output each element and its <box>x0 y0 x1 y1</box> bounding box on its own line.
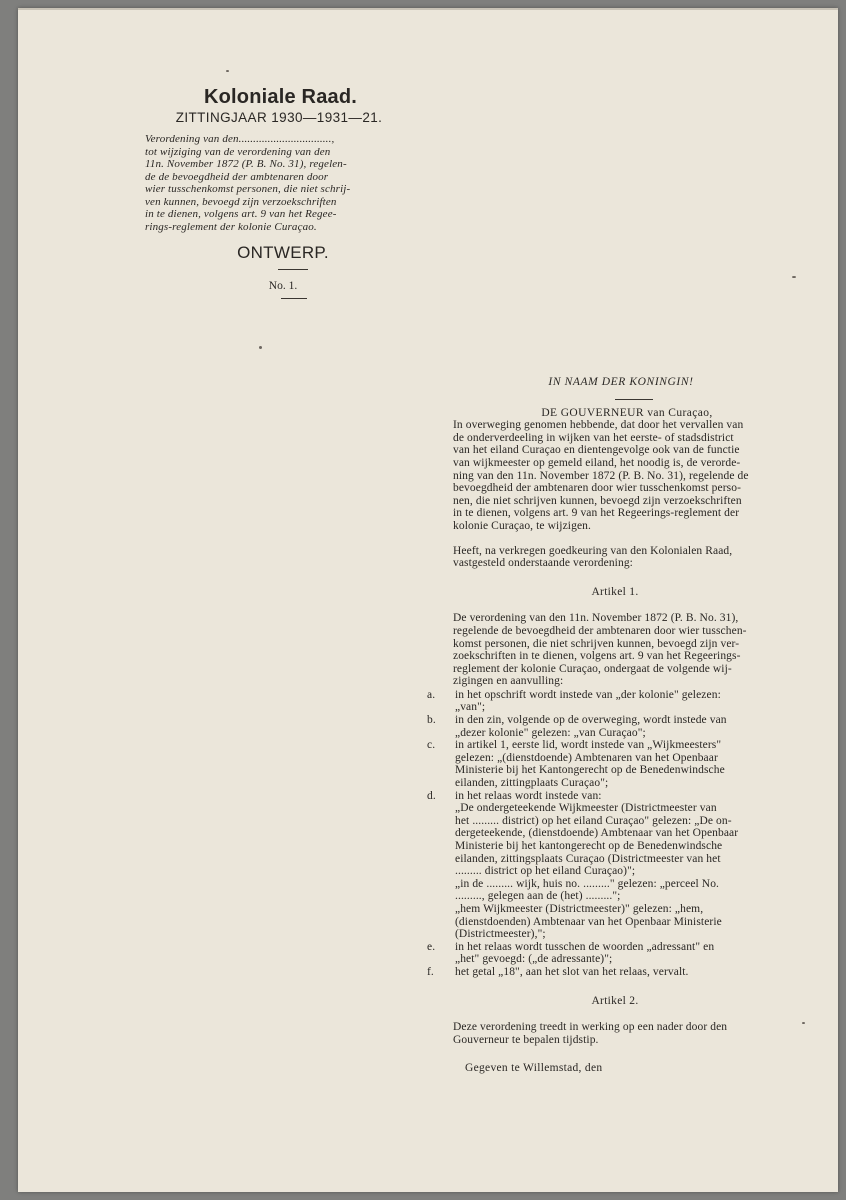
session-year: ZITTINGJAAR 1930—1931—21. <box>175 110 383 125</box>
text-line: De verordening van den 11n. November 1872 (P. B. No. 31), <box>453 612 739 625</box>
page-edge <box>18 8 838 10</box>
text-line: bevoegdheid der ambtenaren door wier tusschenkomst perso- <box>453 482 741 495</box>
summary-line: tot wijziging van de verordening van den <box>145 145 331 158</box>
amendment-item <box>425 689 805 714</box>
invocation-heading: IN NAAM DER KONINGIN! <box>548 376 694 388</box>
article-2-text <box>425 1021 805 1046</box>
paper-speck <box>802 1022 805 1024</box>
summary-line: de de bevoegdheid der ambtenaren door <box>145 170 329 183</box>
item-letter: a. <box>427 688 436 701</box>
closing-line: Gegeven te Willemstad, den <box>465 1062 603 1075</box>
ordinance-body <box>425 376 805 1075</box>
summary-line: in te dienen, volgens art. 9 van het Regee- <box>145 208 337 220</box>
amendment-item <box>425 790 805 941</box>
text-line: vastgesteld onderstaande verordening: <box>453 557 633 570</box>
item-text <box>455 739 805 789</box>
text-line: „van"; <box>455 701 486 714</box>
text-line: ning van den 11n. November 1872 (P. B. No. 31), regelende de <box>453 469 749 482</box>
item-letter: d. <box>427 789 436 802</box>
text-line: (dienstdoenden) Ambtenaar van het Openbaar Ministerie <box>455 915 722 928</box>
summary-line: ven kunnen, bevoegd zijn verzoekschriften <box>145 195 337 208</box>
text-line: „in de ......... wijk, huis no. ........." gelezen: „perceel No. <box>455 877 720 890</box>
paper-speck <box>226 70 229 72</box>
text-line: kolonie Curaçao, te wijzigen. <box>453 519 591 532</box>
text-line: van het eiland Curaçao en dientengevolge ook van de functie <box>453 444 740 457</box>
text-line: regelende de bevoegdheid der ambtenaren door wier tusschen- <box>453 624 747 637</box>
article-1-intro <box>425 612 805 688</box>
text-line: in het relaas wordt instede van: <box>455 789 602 802</box>
item-text <box>455 689 805 714</box>
text-line: de onderverdeeling in wijken van het eerste- of stadsdistrict <box>453 431 734 444</box>
text-line: Ministerie bij het kantongerecht op de Benedenwindsche <box>455 840 723 852</box>
divider <box>615 399 653 400</box>
text-line: Heeft, na verkregen goedkeuring van den Kolonialen Raad, <box>453 544 733 557</box>
preamble-paragraph <box>425 419 805 532</box>
text-line: (Districtmeester),"; <box>455 928 546 941</box>
draft-number: No. 1. <box>268 280 298 292</box>
amendment-list <box>425 689 805 979</box>
text-line: „het" gevoegd: („de adressante)"; <box>455 953 613 966</box>
text-line: In overweging genomen hebbende, dat door het vervallen van <box>453 419 744 432</box>
text-line: ......... district op het eiland Curaçao)"; <box>455 865 636 878</box>
text-line: nen, die niet schrijven kunnen, bevoegd zijn verzoekschriften <box>453 494 742 507</box>
text-line: in den zin, volgende op de overweging, wordt instede van <box>455 714 727 727</box>
text-line: zigingen en aanvulling: <box>453 675 564 688</box>
amendment-item <box>425 941 805 966</box>
enactment-paragraph <box>425 545 805 570</box>
divider <box>281 298 307 299</box>
summary-line: 11n. November 1872 (P. B. No. 31), regelen- <box>145 158 347 170</box>
draft-label: ONTWERP. <box>237 243 329 262</box>
summary-line: wier tusschenkomst personen, die niet schrij- <box>145 183 351 195</box>
text-line: in artikel 1, eerste lid, wordt instede van „Wijkmeesters" <box>455 739 722 752</box>
text-line: Ministerie bij het Kantongerecht op de Benedenwindsche <box>455 764 725 777</box>
text-line: „hem Wijkmeester (Districtmeester)" gelezen: „hem, <box>455 902 704 915</box>
header-block <box>145 86 401 299</box>
item-text <box>455 714 805 739</box>
text-line: eilanden, zittingplaats Curaçao"; <box>455 777 609 790</box>
item-letter: f. <box>427 965 434 978</box>
item-letter: e. <box>427 940 436 953</box>
item-text <box>455 941 805 966</box>
text-line: in te dienen, volgens art. 9 van het Regeerings-reglement der <box>453 507 740 520</box>
text-line: in het opschrift wordt instede van „der kolonie" gelezen: <box>455 688 721 701</box>
summary-line: Verordening van den................................, <box>145 133 335 145</box>
article-2-title: Artikel 2. <box>591 994 639 1007</box>
text-line: het ......... district) op het eiland Curaçao" gelezen: „De on- <box>455 814 732 827</box>
article-1-title: Artikel 1. <box>591 585 639 598</box>
amendment-item <box>425 739 805 789</box>
text-line: dergeteekende, (dienstdoende) Ambtenaar van het Openbaar <box>455 827 739 840</box>
text-line: van wijkmeester op gemeld eiland, het noodig is, de verorde- <box>453 456 741 469</box>
text-line: Deze verordening treedt in werking op een nader door den <box>453 1021 728 1034</box>
paper-speck <box>259 346 262 349</box>
summary-line: rings-reglement der kolonie Curaçao. <box>145 220 317 233</box>
ordinance-summary <box>145 133 397 233</box>
text-line: gelezen: „(dienstdoende) Ambtenaren van het Openbaar <box>455 751 718 764</box>
text-line: „dezer kolonie" gelezen: „van Curaçao"; <box>455 726 646 739</box>
document-title: Koloniale Raad. <box>203 86 358 108</box>
text-line: Gouverneur te bepalen tijdstip. <box>453 1033 599 1046</box>
text-line: het getal „18", aan het slot van het relaas, vervalt. <box>455 965 689 978</box>
item-letter: b. <box>427 714 436 727</box>
text-line: in het relaas wordt tusschen de woorden „adressant" en <box>455 940 715 953</box>
amendment-item <box>425 966 805 979</box>
text-line: komst personen, die niet schrijven kunnen, bevoegd zijn ver- <box>453 637 740 650</box>
paper-speck <box>792 276 796 278</box>
divider <box>278 269 308 270</box>
item-text <box>455 966 805 979</box>
text-line: reglement der kolonie Curaçao, ondergaat de volgende wij- <box>453 662 732 675</box>
text-line: eilanden, zittingsplaats Curaçao (Districtmeester van het <box>455 852 721 865</box>
item-letter: c. <box>427 739 436 752</box>
text-line: zoekschriften in te dienen, volgens art. 9 van het Regeerings- <box>453 650 741 663</box>
governor-line: DE GOUVERNEUR van Curaçao, <box>541 406 713 419</box>
item-text <box>455 790 805 941</box>
amendment-item <box>425 714 805 739</box>
text-line: ........., gelegen aan de (het) ........."; <box>455 890 621 903</box>
text-line: „De ondergeteekende Wijkmeester (Districtmeester van <box>455 802 717 815</box>
